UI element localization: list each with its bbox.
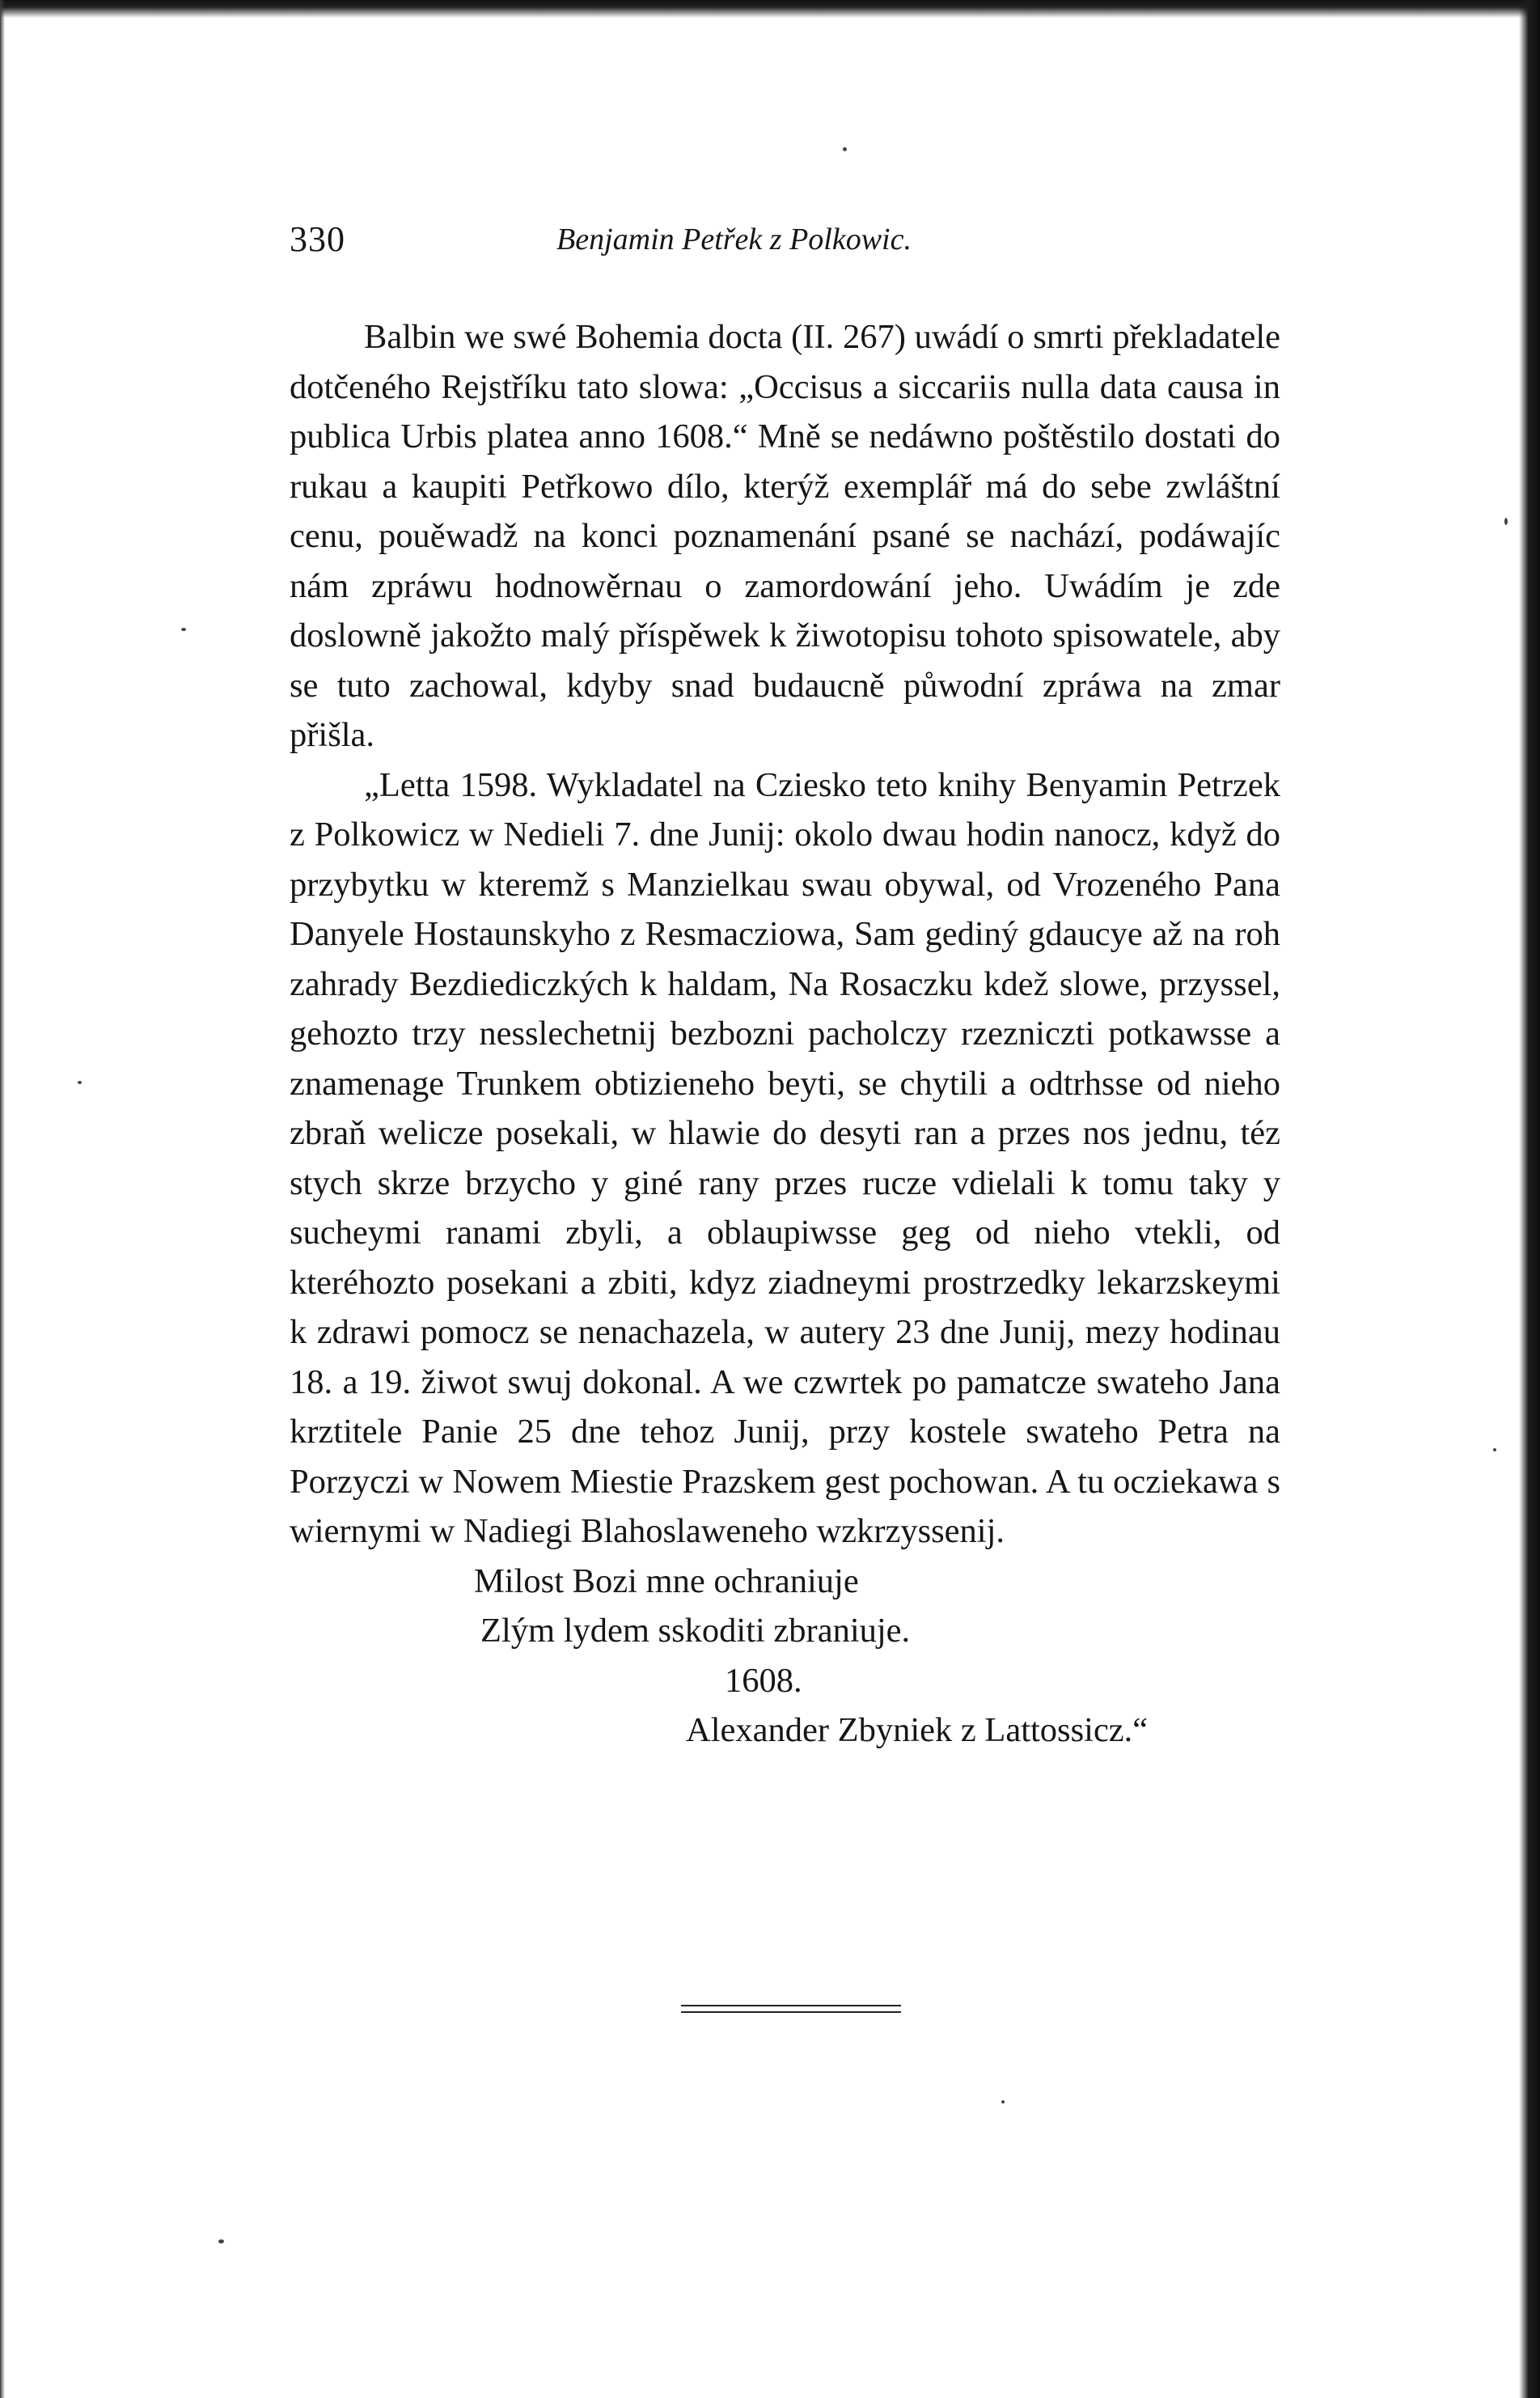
body-text [290, 312, 1280, 1557]
signature: Alexander Zbyniek z Lattossicz.“ [686, 1711, 1149, 1749]
closing-rule [681, 2011, 901, 2013]
scan-speck [181, 628, 186, 631]
page-number: 330 [290, 219, 345, 259]
scan-speck [218, 2239, 224, 2243]
running-title: Benjamin Petřek z Polkowic. [556, 222, 912, 256]
closing-verse [290, 1557, 1280, 1756]
book-page [290, 218, 1280, 1756]
scan-border-right [1519, 0, 1540, 2398]
paragraph-intro: Balbin we swé Bohemia docta (II. 267) uwádí o smrti překladatele dotčeného Rejstříku tato slowa: „Occisus a siccariis nulla data causa in publica Urbis platea anno 1608.“ Mně se nedáwno poštěstilo dostati do rukau a kaupiti Petřkowo dílo, kterýž exemplář má do sebe zwláštní cenu, pouěwadž na konci poznamenání psané se nachází, podáwajíc nám zpráwu hodnowěrnau o zamordowání jeho. Uwádím je zde doslowně jakožto malý příspěwek k žiwotopisu tohoto spisowatele, aby se tuto zachowal, kdyby snad budaucně půwodní zpráwa na zmar přišla. [290, 318, 1280, 754]
scan-speck [843, 147, 847, 151]
verse-line: Milost Bozi mne ochraniuje [474, 1561, 859, 1600]
scan-speck [1504, 518, 1508, 525]
paragraph-quoted-record: „Letta 1598. Wykladatel na Cziesko teto knihy Benyamin Petrzek z Polkowicz w Nedieli 7. dne Junij: okolo dwau hodin nanocz, když do przybytku w kteremž s Manzielkau swau obywal, od Vrozeného Pana Danyele Hostaunskyho z Resmacziowa, Sam gediný gdaucye až na roh zahrady Bezdiediczkých k haldam, Na Rosaczku kdež slowe, przyssel, gehozto trzy nesslechetnij bezbozni pacholczy rzezniczti potkawsse a znamenage Trunkem obtizieneho beyti, se chytili a odtrhsse od nieho zbraň welicze posekali, w hlawie do desyti ran a przes nos jednu, téz stych skrze brzycho y giné rany przes rucze vdielali k tomu taky y sucheymi ranami zbyli, a oblaupiwsse geg od nieho vtekli, od kteréhozto posekani a zbiti, kdyz ziadneymi prostrzedky lekarzskeymi k zdrawi pomocz se nenachazela, w autery 23 dne Junij, mezy hodinau 18. a 19. žiwot swuj dokonal. A we czwrtek po pamatcze swateho Jana krztitele Panie 25 dne tehoz Junij, przy kostele swateho Petra na Porzyczi w Nowem Miestie Prazskem gest pochowan. A tu ocziekawa s wiernymi w Nadiegi Blahoslaweneho wzkrzyssenij. [290, 765, 1280, 1550]
verse-year: 1608. [725, 1661, 802, 1700]
scan-speck [1493, 1448, 1496, 1451]
scan-speck [1001, 2100, 1005, 2104]
verse-line: Zlým lydem sskoditi zbraniuje. [480, 1612, 911, 1650]
scan-border-top [0, 0, 1540, 18]
running-head [290, 218, 1280, 275]
scan-border-left [0, 0, 5, 2398]
scan-speck [78, 1081, 82, 1084]
closing-rule [681, 2005, 901, 2006]
